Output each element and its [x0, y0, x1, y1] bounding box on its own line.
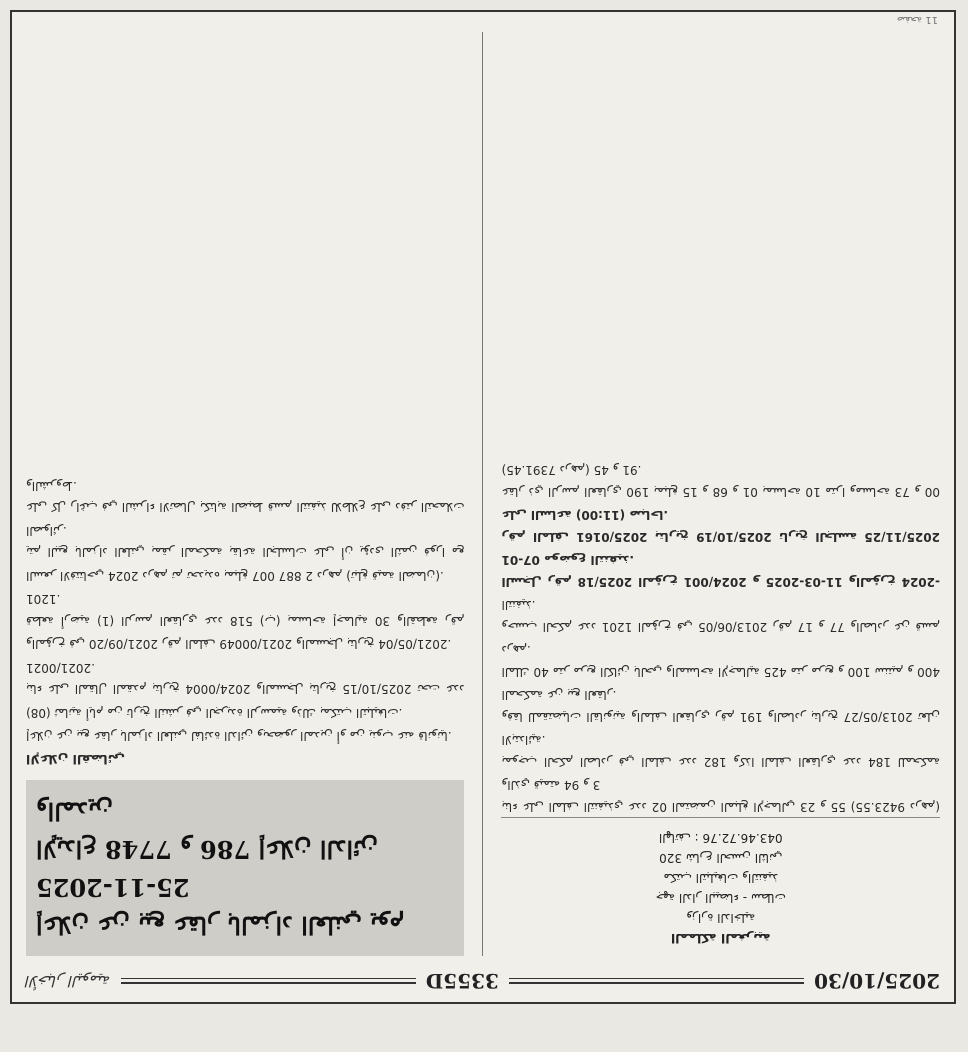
paragraph: بناء على الملف التنفيذي عدد 02 المتضمن المبلغ الإجمالي 23 و 55 (9423.55 درهم) والذي قيمته 94 و 3 — [501, 778, 940, 814]
paragraph: رقم الملف 2025/0161 بتاريخ 2025/10/19 تاريخ الجلسة 2025/11/25 على الساعة (11:00) صباحا. — [501, 508, 940, 544]
header-code: 3355D — [425, 969, 499, 993]
paragraph: قطعة أرضية (1) الرسم العقاري عدد 518 (ب) بمساحة إجمالية 30 والقطعة رقم 1201. — [26, 592, 465, 628]
paragraph: والمؤرخ في 2021/09/20 رقم الملف 2021/00049 والمسجل بتاريخ 2021/05/04. — [26, 637, 452, 652]
header-rule-left — [509, 978, 804, 984]
authority-line: وزارة الداخلية — [686, 911, 756, 925]
paragraph: بموجب الحكم الصادر في الملف عدد 182 وكذا الملف العقاري عدد 184 للمحكمة الابتدائية. — [501, 733, 940, 769]
column-left — [502, 32, 941, 956]
paragraph: السعر الافتتاحي 2024 درهم تم تحديده بمبلغ 007 887 2 درهم (تبلغ قيمة الضمان). — [26, 569, 444, 583]
paragraph: إعلان عن بيع عقار بالمزاد العلني لفائدة الدائن وبحضور المدين أو من ينوب عنه قانونيا. — [26, 729, 452, 744]
paragraph: الملك 40 متر مربع الكائن بالحي والمساحة الإجمالية 425 متر مربع و 100 سنتيم و 400 درهم. — [501, 643, 940, 679]
paragraph: على كل راغب في الشراء الاتصال بكتابة الضبط قسم التنفيذ للاطلاع على دفتر التحملات والشروط. — [26, 479, 465, 515]
page-frame — [10, 10, 956, 1004]
headline-line: الإيداع 7748 و 786 إعلان الدائن والمدين — [36, 797, 379, 864]
column-right — [26, 32, 465, 956]
columns — [26, 32, 940, 956]
paragraph: السجل رقم 2025/18 المؤرخ 2024/001 و 2025-03-11 والمؤرخ 2024-01-07 موضوع التنفيذ. — [501, 553, 940, 589]
masthead-logo: الأخبار اليومية — [26, 972, 111, 990]
paragraph: بناء على المقال المقدم بتاريخ 2024/0004 والمسجل بتاريخ 2025/10/15 تحت عدد 2021/0021. — [26, 661, 465, 697]
header-date: 2025/10/30 — [814, 969, 940, 993]
column-divider — [483, 32, 484, 956]
authority-block — [502, 817, 941, 956]
right-body — [26, 473, 465, 773]
header-rule-right — [121, 978, 416, 984]
paragraph: عقار ذي الرسم العقاري 190 بمبلغ 15 و 68 و 01 بمساحة 10 مترا ومساحة 73 و 00 (7391.45 درهم) 45 و 91. — [501, 463, 940, 499]
paragraph: يتم البيع بالمزاد العلني بمقر المحكمة بقاعة الجلسات على أن يؤدى الثمن فورا مع الصوائر. — [26, 524, 465, 560]
authority-phone: الهاتف : 043.46.72.76 — [658, 831, 783, 845]
page-footer: صفحة 11 — [896, 14, 938, 25]
headline-line: إعلان عن بيع عقار بالمزاد العلني يوم 2025-11-25 — [36, 873, 405, 940]
authority-line: 320 شارع الحسن الثاني — [659, 851, 783, 865]
left-body — [502, 457, 941, 817]
authority-line: مكتب التبليغات والتنفيذ — [663, 871, 779, 885]
authority-line: جهة الدار البيضاء - سطات — [655, 891, 786, 905]
page-header — [26, 968, 940, 994]
paragraph: (08) ثمانية أيام من تاريخ النشر في الجريدة الرسمية وذلك بمكتب التبليغات. — [26, 706, 403, 720]
paragraph: وحسب الحكم عدد 1201 المؤرخ في 2013/06/05 رقم 17 و 77 والصادر عن قسم التنفيذ. — [501, 598, 940, 634]
headline-box — [26, 780, 465, 956]
authority-line: المملكة المغربية — [670, 931, 771, 946]
paragraph: وفقا للمقتضيات القانونية والملف العقاري رقم 191 والصادر بتاريخ 2013/05/27 تعلن المحكمة عن بيع العقار. — [501, 688, 940, 724]
section-heading: الإعلان القضائي — [26, 752, 125, 767]
